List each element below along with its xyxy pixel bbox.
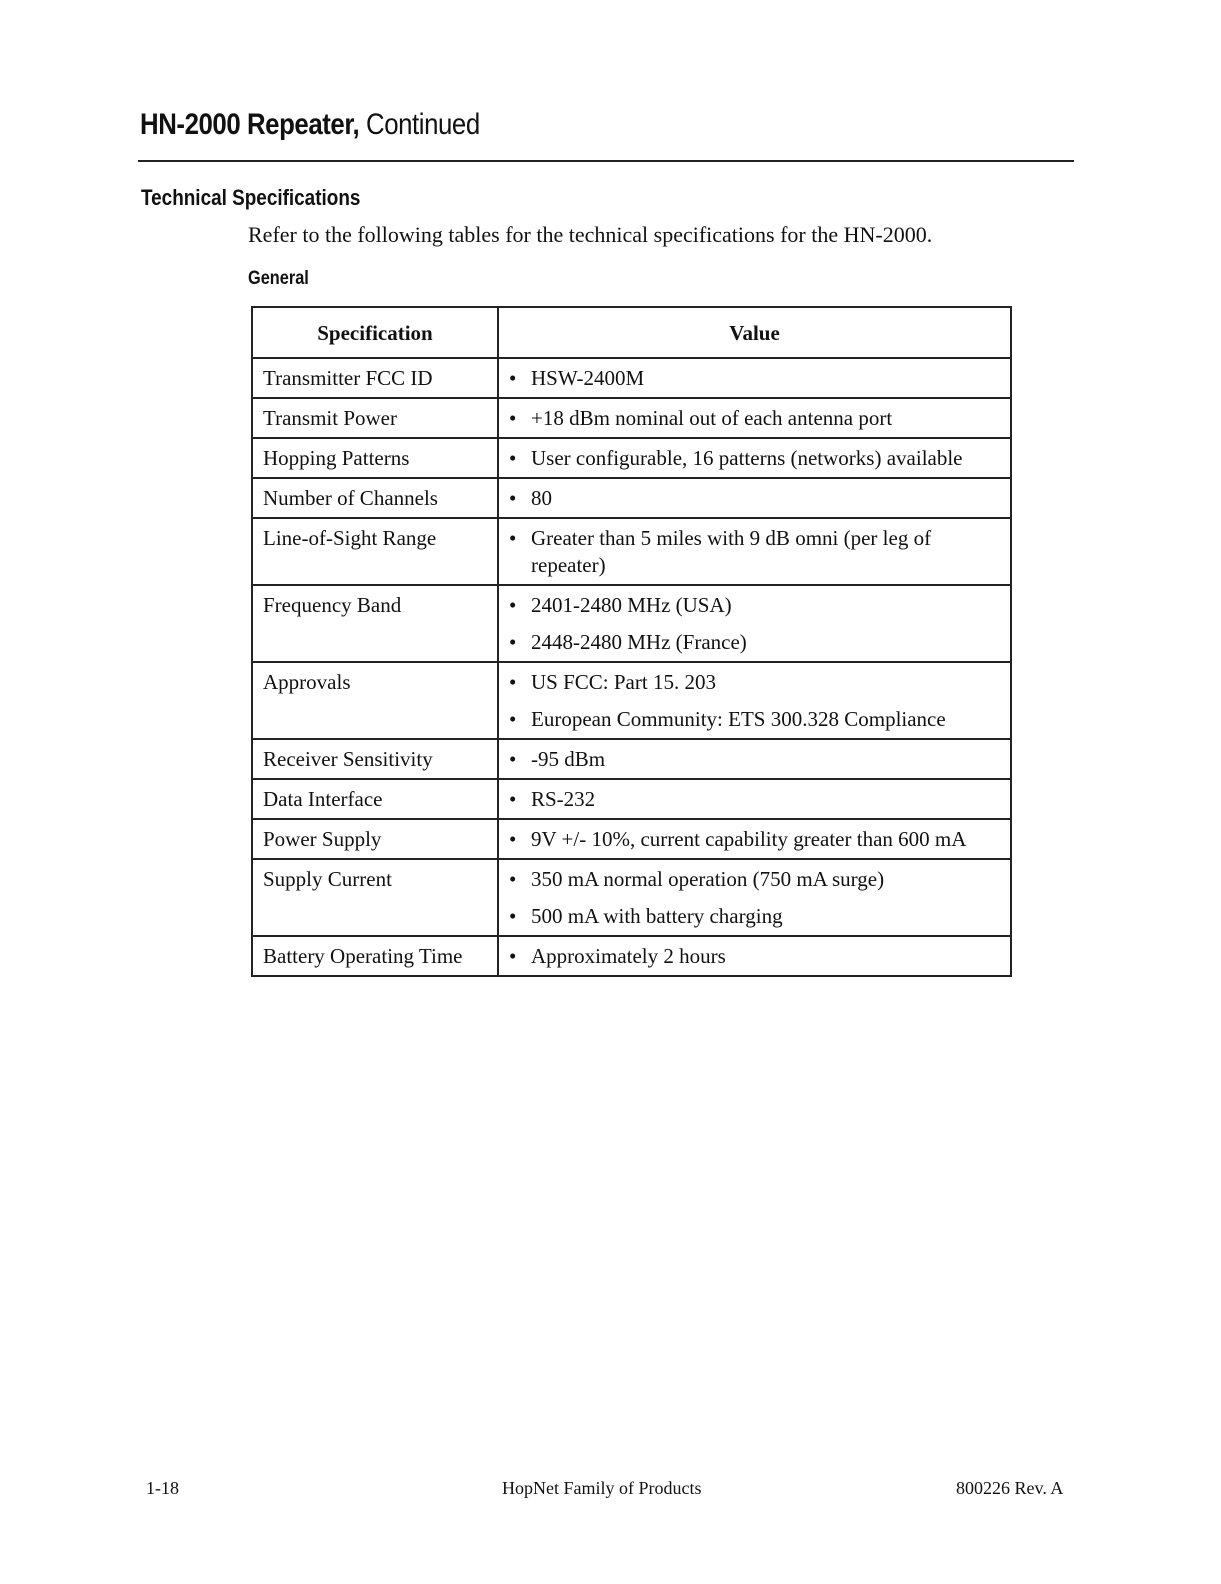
value-item: • European Community: ETS 300.328 Compliance	[509, 706, 1002, 733]
table-row	[252, 358, 1011, 398]
value-item: • Greater than 5 miles with 9 dB omni (per leg of repeater)	[509, 525, 1002, 579]
spec-value-cell	[498, 779, 1011, 819]
spec-value-cell	[498, 585, 1011, 662]
table-header-row	[252, 307, 1011, 358]
value-list	[509, 525, 1002, 579]
page-title-bold: HN-2000 Repeater,	[140, 108, 360, 141]
spec-name-cell: Data Interface	[252, 779, 498, 819]
value-item: • 80	[509, 485, 1002, 512]
table-row	[252, 739, 1011, 779]
spec-name-cell: Power Supply	[252, 819, 498, 859]
value-list	[509, 826, 1002, 853]
spec-value-cell	[498, 478, 1011, 518]
value-item: • 2401-2480 MHz (USA)	[509, 592, 1002, 619]
value-item: • 9V +/- 10%, current capability greater than 600 mA	[509, 826, 1002, 853]
column-header-specification: Specification	[252, 307, 498, 358]
column-header-value: Value	[498, 307, 1011, 358]
spec-name-cell: Frequency Band	[252, 585, 498, 662]
value-item: • HSW-2400M	[509, 365, 1002, 392]
table-row	[252, 936, 1011, 976]
page-title-continued: Continued	[359, 108, 480, 141]
section-heading: Technical Specifications	[141, 185, 361, 210]
spec-name-cell: Approvals	[252, 662, 498, 739]
table-row	[252, 779, 1011, 819]
spec-name-cell: Transmit Power	[252, 398, 498, 438]
table-row	[252, 438, 1011, 478]
value-item: • 500 mA with battery charging	[509, 903, 1002, 930]
value-item: • -95 dBm	[509, 746, 1002, 773]
value-list	[509, 669, 1002, 733]
footer-page-number: 1-18	[146, 1478, 179, 1498]
value-item: • RS-232	[509, 786, 1002, 813]
spec-value-cell	[498, 358, 1011, 398]
table-row	[252, 859, 1011, 936]
value-item: • Approximately 2 hours	[509, 943, 1002, 970]
value-item: • 350 mA normal operation (750 mA surge)	[509, 866, 1002, 893]
value-list	[509, 746, 1002, 773]
spec-value-cell	[498, 936, 1011, 976]
value-list	[509, 485, 1002, 512]
value-item: • US FCC: Part 15. 203	[509, 669, 1002, 696]
table-row	[252, 518, 1011, 585]
footer-product-family: HopNet Family of Products	[502, 1478, 702, 1498]
intro-paragraph: Refer to the following tables for the technical specifications for the HN-2000.	[248, 222, 933, 247]
table-row	[252, 585, 1011, 662]
spec-value-cell	[498, 518, 1011, 585]
spec-table	[251, 306, 1012, 977]
table-row	[252, 662, 1011, 739]
spec-value-cell	[498, 819, 1011, 859]
table-row	[252, 478, 1011, 518]
value-list	[509, 943, 1002, 970]
spec-value-cell	[498, 398, 1011, 438]
table-subheading: General	[248, 268, 309, 289]
page-title	[140, 108, 480, 142]
table-row	[252, 398, 1011, 438]
table-body	[252, 358, 1011, 976]
value-list	[509, 445, 1002, 472]
spec-value-cell	[498, 662, 1011, 739]
value-list	[509, 592, 1002, 656]
value-list	[509, 866, 1002, 930]
spec-name-cell: Number of Channels	[252, 478, 498, 518]
value-list	[509, 365, 1002, 392]
value-item: • User configurable, 16 patterns (networks) available	[509, 445, 1002, 472]
spec-name-cell: Supply Current	[252, 859, 498, 936]
spec-value-cell	[498, 438, 1011, 478]
table-row	[252, 819, 1011, 859]
footer-doc-revision: 800226 Rev. A	[956, 1478, 1064, 1498]
value-item: • 2448-2480 MHz (France)	[509, 629, 1002, 656]
title-divider	[138, 160, 1074, 162]
spec-name-cell: Battery Operating Time	[252, 936, 498, 976]
spec-name-cell: Line-of-Sight Range	[252, 518, 498, 585]
spec-value-cell	[498, 859, 1011, 936]
value-item: • +18 dBm nominal out of each antenna port	[509, 405, 1002, 432]
spec-name-cell: Receiver Sensitivity	[252, 739, 498, 779]
value-list	[509, 405, 1002, 432]
value-list	[509, 786, 1002, 813]
spec-name-cell: Hopping Patterns	[252, 438, 498, 478]
spec-value-cell	[498, 739, 1011, 779]
spec-name-cell: Transmitter FCC ID	[252, 358, 498, 398]
